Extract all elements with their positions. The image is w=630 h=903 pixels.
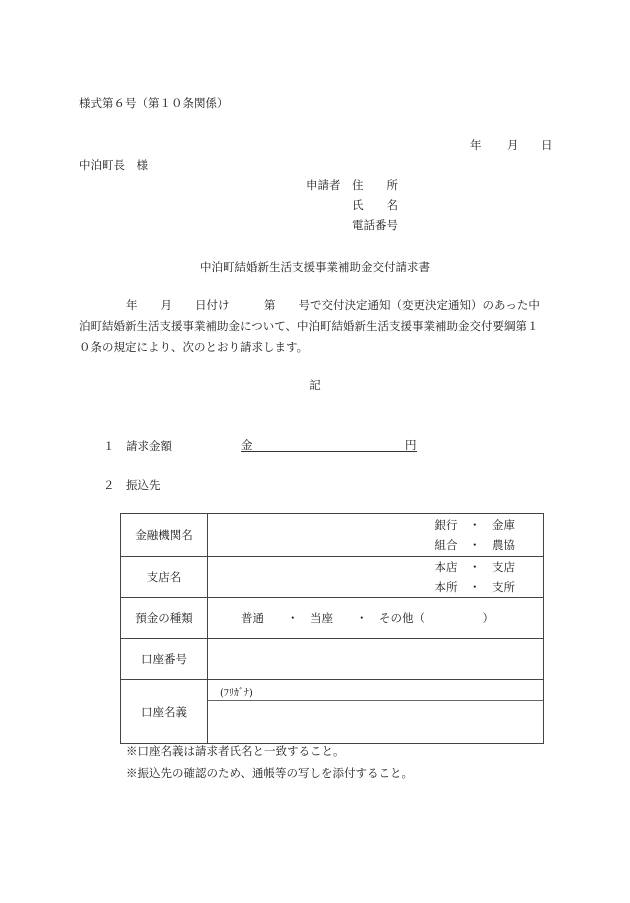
table-row: [121, 680, 544, 744]
amount-prefix: 金: [241, 438, 253, 452]
branch-label: 支店名: [121, 557, 208, 598]
branch-cell[interactable]: [208, 557, 544, 598]
table-row: [121, 639, 544, 680]
item1-label: 請求金額: [126, 439, 172, 453]
institution-options-2: 組合 ・ 農協: [434, 538, 515, 552]
table-row: [121, 598, 544, 639]
item1-number: １: [103, 439, 115, 453]
branch-options-2: 本所 ・ 支所: [434, 580, 515, 594]
furigana-divider: [208, 700, 543, 701]
document-title: 中泊町結婚新生活支援事業補助金交付請求書: [200, 260, 430, 274]
body-line-2: 泊町結婚新生活支援事業補助金について、中泊町結婚新生活支援事業補助金交付要綱第１: [79, 319, 539, 333]
table-row: [121, 557, 544, 598]
body-line-3: ０条の規定により、次のとおり請求します。: [79, 340, 309, 354]
name-label: 氏 名: [352, 198, 398, 212]
phone-label: 電話番号: [352, 218, 398, 232]
date-year: 年: [470, 138, 482, 152]
institution-label: 金融機関名: [121, 514, 208, 557]
account-number-cell[interactable]: [208, 639, 544, 680]
note-1: ※口座名義は請求者氏名と一致すること。: [126, 744, 345, 758]
deposit-type-cell[interactable]: [208, 598, 544, 639]
institution-options-1: 銀行 ・ 金庫: [434, 518, 515, 532]
body-line-1: 年 月 日付け 第 号で交付決定通知（変更決定通知）のあった中: [126, 298, 540, 312]
table-row: [121, 514, 544, 557]
account-number-label: 口座番号: [121, 639, 208, 680]
item2-label: 振込先: [126, 478, 161, 492]
date-day: 日: [541, 138, 553, 152]
furigana-label: (ﾌﾘｶﾞﾅ): [220, 688, 253, 699]
form-number: 様式第６号（第１０条関係）: [79, 96, 229, 110]
date-month: 月: [507, 138, 519, 152]
institution-cell[interactable]: [208, 514, 544, 557]
deposit-type-label: 預金の種類: [121, 598, 208, 639]
deposit-type-options: 普通 ・ 当座 ・ その他（ ）: [241, 611, 494, 625]
branch-options-1: 本店 ・ 支店: [434, 560, 515, 574]
bank-table: [120, 513, 544, 744]
address-label: 住 所: [352, 178, 398, 192]
account-name-label: 口座名義: [121, 680, 208, 744]
note-2: ※振込先の確認のため、通帳等の写しを添付すること。: [126, 766, 414, 780]
applicant-label: 申請者: [306, 178, 341, 192]
ki-heading: 記: [309, 378, 321, 392]
amount-suffix: 円: [405, 438, 417, 452]
amount-field[interactable]: [241, 438, 417, 452]
item2-number: ２: [103, 478, 115, 492]
account-name-cell[interactable]: [208, 680, 544, 744]
addressee: 中泊町長 様: [79, 158, 148, 172]
